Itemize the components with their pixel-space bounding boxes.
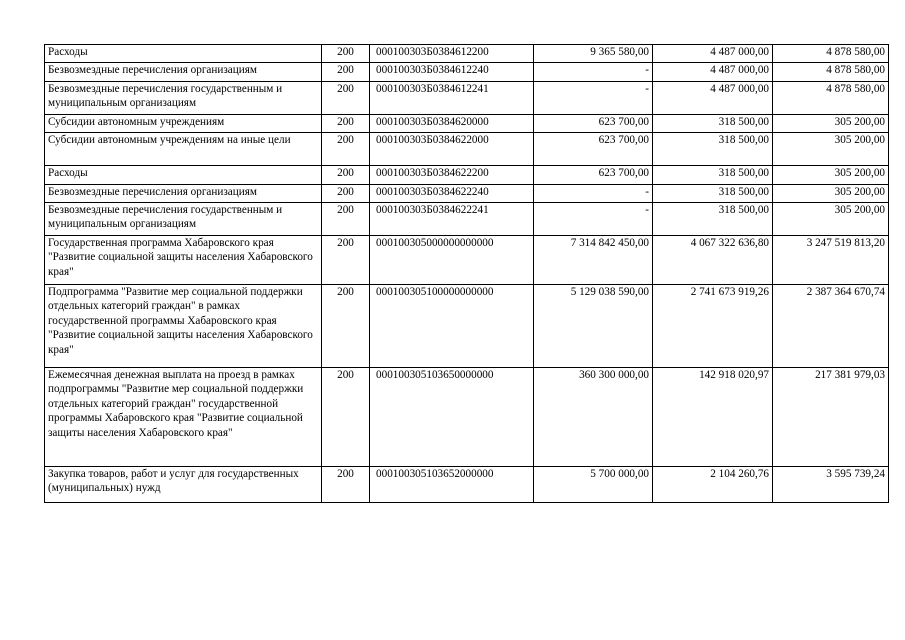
classification-code-cell: 000100303Б0384622000 — [370, 133, 534, 166]
approved-amount-cell: - — [534, 81, 653, 114]
classification-code-cell: 000100303Б0384612200 — [370, 45, 534, 63]
executed-amount-cell: 318 500,00 — [653, 184, 773, 202]
executed-amount-cell: 4 067 322 636,80 — [653, 236, 773, 285]
classification-code-cell: 000100303Б0384620000 — [370, 114, 534, 132]
dept-code-cell: 200 — [322, 368, 370, 467]
unexecuted-amount-cell: 3 595 739,24 — [773, 467, 889, 503]
table-row — [45, 45, 889, 63]
approved-amount-cell: 5 700 000,00 — [534, 467, 653, 503]
classification-code-cell: 000100303Б0384622241 — [370, 203, 534, 236]
table-row — [45, 236, 889, 285]
executed-amount-cell: 318 500,00 — [653, 133, 773, 166]
unexecuted-amount-cell: 305 200,00 — [773, 114, 889, 132]
unexecuted-amount-cell: 217 381 979,03 — [773, 368, 889, 467]
unexecuted-amount-cell: 4 878 580,00 — [773, 81, 889, 114]
table-row — [45, 114, 889, 132]
row-name-cell: Безвозмездные перечисления организациям — [45, 63, 322, 81]
classification-code-cell: 000100305000000000000 — [370, 236, 534, 285]
approved-amount-cell: 623 700,00 — [534, 114, 653, 132]
executed-amount-cell: 4 487 000,00 — [653, 81, 773, 114]
unexecuted-amount-cell: 305 200,00 — [773, 184, 889, 202]
executed-amount-cell: 4 487 000,00 — [653, 63, 773, 81]
approved-amount-cell: - — [534, 63, 653, 81]
row-name-cell: Безвозмездные перечисления государственным и муниципальным организациям — [45, 81, 322, 114]
row-name-cell: Безвозмездные перечисления организациям — [45, 184, 322, 202]
executed-amount-cell: 2 741 673 919,26 — [653, 285, 773, 368]
table-row — [45, 63, 889, 81]
executed-amount-cell: 318 500,00 — [653, 166, 773, 184]
dept-code-cell: 200 — [322, 236, 370, 285]
table-row — [45, 203, 889, 236]
approved-amount-cell: 7 314 842 450,00 — [534, 236, 653, 285]
dept-code-cell: 200 — [322, 81, 370, 114]
dept-code-cell: 200 — [322, 45, 370, 63]
row-name-cell: Расходы — [45, 166, 322, 184]
row-name-cell: Субсидии автономным учреждениям на иные цели — [45, 133, 322, 166]
row-name-cell: Государственная программа Хабаровского края "Развитие социальной защиты населения Хабаровского края" — [45, 236, 322, 285]
table-row — [45, 467, 889, 503]
dept-code-cell: 200 — [322, 285, 370, 368]
classification-code-cell: 000100305103652000000 — [370, 467, 534, 503]
row-name-cell: Ежемесячная денежная выплата на проезд в рамках подпрограммы "Развитие мер социальной поддержки отдельных категорий граждан" государственной программы Хабаровского края "Развитие социальной защиты населения Хабаровского края" — [45, 368, 322, 467]
unexecuted-amount-cell: 4 878 580,00 — [773, 45, 889, 63]
classification-code-cell: 000100303Б0384622200 — [370, 166, 534, 184]
approved-amount-cell: 623 700,00 — [534, 166, 653, 184]
unexecuted-amount-cell: 4 878 580,00 — [773, 63, 889, 81]
budget-table — [44, 44, 889, 503]
approved-amount-cell: - — [534, 203, 653, 236]
unexecuted-amount-cell: 305 200,00 — [773, 133, 889, 166]
classification-code-cell: 000100303Б0384622240 — [370, 184, 534, 202]
unexecuted-amount-cell: 305 200,00 — [773, 166, 889, 184]
row-name-cell: Безвозмездные перечисления государственным и муниципальным организациям — [45, 203, 322, 236]
approved-amount-cell: 623 700,00 — [534, 133, 653, 166]
unexecuted-amount-cell: 2 387 364 670,74 — [773, 285, 889, 368]
row-name-cell: Закупка товаров, работ и услуг для государственных (муниципальных) нужд — [45, 467, 322, 503]
row-name-cell: Подпрограмма "Развитие мер социальной поддержки отдельных категорий граждан" в рамках государственной программы Хабаровского края "Развитие социальной защиты населения Хабаровского края" — [45, 285, 322, 368]
classification-code-cell: 000100305103650000000 — [370, 368, 534, 467]
dept-code-cell: 200 — [322, 467, 370, 503]
table-row — [45, 81, 889, 114]
approved-amount-cell: - — [534, 184, 653, 202]
dept-code-cell: 200 — [322, 133, 370, 166]
table-row — [45, 133, 889, 166]
dept-code-cell: 200 — [322, 114, 370, 132]
table-row — [45, 368, 889, 467]
approved-amount-cell: 360 300 000,00 — [534, 368, 653, 467]
row-name-cell: Расходы — [45, 45, 322, 63]
dept-code-cell: 200 — [322, 184, 370, 202]
executed-amount-cell: 142 918 020,97 — [653, 368, 773, 467]
approved-amount-cell: 9 365 580,00 — [534, 45, 653, 63]
classification-code-cell: 000100303Б0384612241 — [370, 81, 534, 114]
classification-code-cell: 000100305100000000000 — [370, 285, 534, 368]
executed-amount-cell: 2 104 260,76 — [653, 467, 773, 503]
classification-code-cell: 000100303Б0384612240 — [370, 63, 534, 81]
unexecuted-amount-cell: 3 247 519 813,20 — [773, 236, 889, 285]
table-row — [45, 285, 889, 368]
dept-code-cell: 200 — [322, 166, 370, 184]
executed-amount-cell: 318 500,00 — [653, 114, 773, 132]
row-name-cell: Субсидии автономным учреждениям — [45, 114, 322, 132]
table-row — [45, 184, 889, 202]
table-row — [45, 166, 889, 184]
approved-amount-cell: 5 129 038 590,00 — [534, 285, 653, 368]
executed-amount-cell: 4 487 000,00 — [653, 45, 773, 63]
executed-amount-cell: 318 500,00 — [653, 203, 773, 236]
dept-code-cell: 200 — [322, 63, 370, 81]
unexecuted-amount-cell: 305 200,00 — [773, 203, 889, 236]
dept-code-cell: 200 — [322, 203, 370, 236]
